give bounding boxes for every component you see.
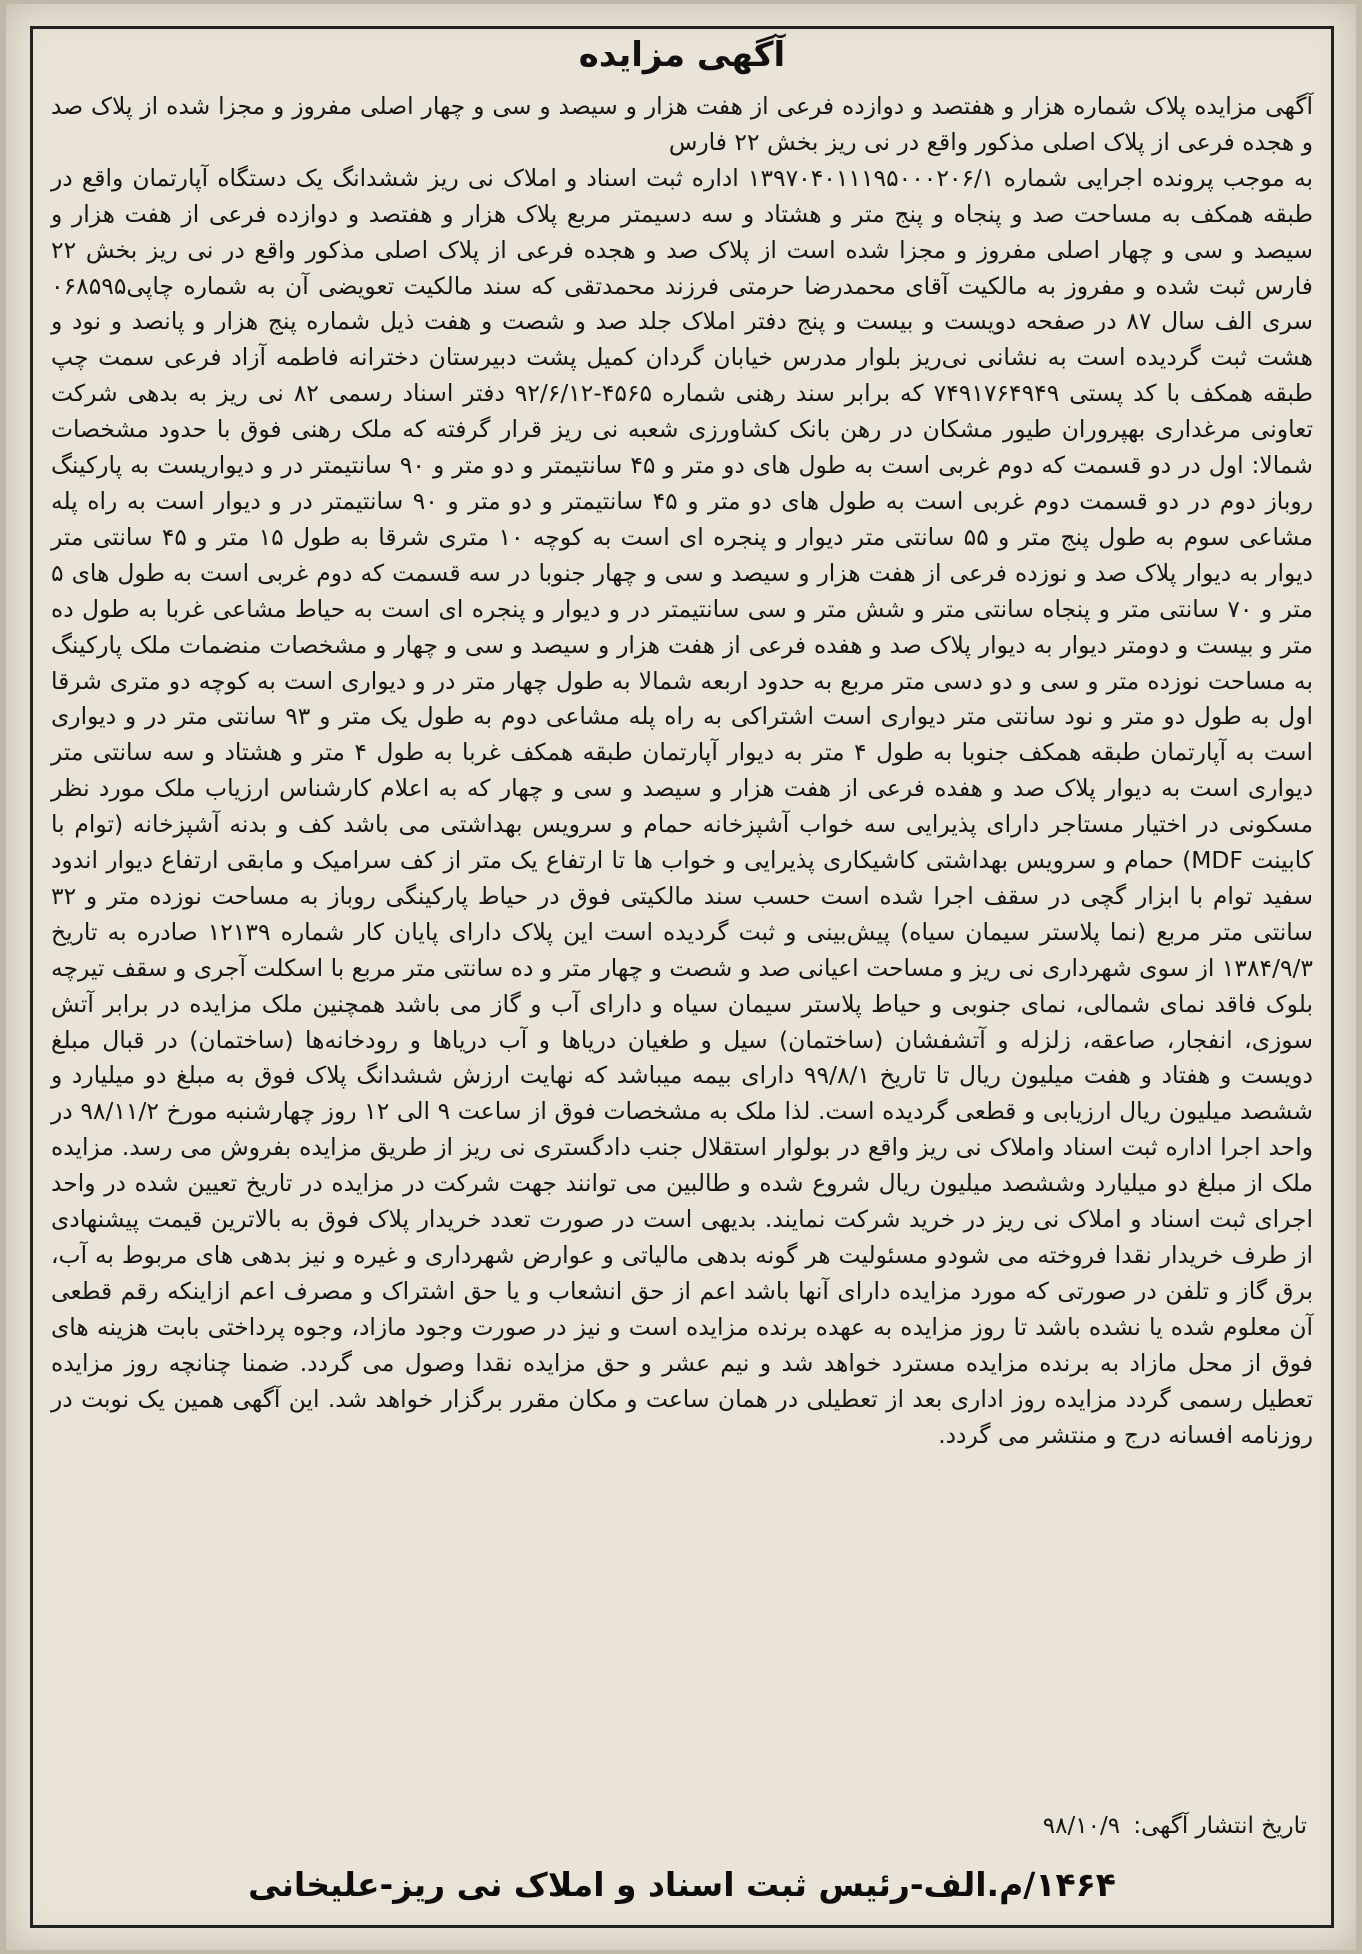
newspaper-page: [6, 4, 1356, 1950]
notice-signature: ۱۴۶۴/م.الف-رئیس ثبت اسناد و املاک نی ریز-علیخانی: [248, 1865, 1116, 1904]
publication-date-line: [51, 1813, 1313, 1839]
notice-title: آگهی مزایده: [578, 35, 786, 75]
notice-frame: [30, 26, 1334, 1928]
notice-body: [51, 89, 1313, 1453]
notice-subject-paragraph: آگهی مزایده پلاک شماره هزار و هفتصد و دوازده فرعی از هفت هزار و سیصد و سی و چهار اصلی مفروز و مجزا شده از پلاک صد و هجده فرعی از پلاک اصلی مذکور واقع در نی ریز بخش ۲۲ فارس: [51, 92, 1313, 156]
notice-main-paragraph: به موجب پرونده اجرایی شماره ۱۳۹۷۰۴۰۱۱۱۹۵۰۰۰۲۰۶/۱ اداره ثبت اسناد و املاک نی ریز ششدانگ یک دستگاه آپارتمان واقع در طبقه همکف به مساحت صد و پنجاه و پنج متر و هشتاد و سه دسیمتر مربع پلاک هزار و هفتصد و دوازده فرعی از هفت هزار و سیصد و سی و چهار اصلی مفروز و مجزا شده است از پلاک صد و هجده فرعی از پلاک اصلی مذکور واقع در نی ریز بخش ۲۲ فارس ثبت شده و مفروز به مالکیت آقای محمدرضا حرمتی فرزند محمدتقی که سند مالکیت تعویضی آن به شماره چاپی۰۶۸۵۹۵ سری الف سال ۸۷ در صفحه دویست و بیست و پنج دفتر املاک جلد صد و شصت و هفت ذیل شماره پنج هزار و پانصد و نود و هشت ثبت گردیده است به نشانی نی‌ریز بلوار مدرس خیابان گردان کمیل پشت دبیرستان دخترانه فاطمه آزاد فرعی سمت چپ طبقه همکف با کد پستی ۷۴۹۱۷۶۴۹۴۹ که برابر سند رهنی شماره ۴۵۶۵-۹۲/۶/۱۲ دفتر اسناد رسمی ۸۲ نی ریز به بدهی شرکت تعاونی مرغداری بهپروران طیور مشکان در رهن بانک کشاورزی شعبه نی ریز قرار گرفته که ملک رهنی فوق با حدود مشخصات شمالا: اول در دو قسمت که دوم غربی است به طول های دو متر و ۴۵ سانتیمتر و دو متر و ۹۰ سانتیمتر در و دیواریست به پارکینگ روباز دوم در دو قسمت دوم غربی است به طول های دو متر و ۴۵ سانتیمتر و دو متر و ۹۰ سانتیمتر در و دیوار است به راه پله مشاعی سوم به طول پنج متر و ۵۵ سانتی متر دیوار و پنجره ای است به کوچه ۱۰ متری شرقا به طول ۱۵ متر و ۴۵ سانتی متر دیوار به دیوار پلاک صد و نوزده فرعی از هفت هزار و سیصد و سی و چهار جنوبا در سه قسمت که دوم غربی است به طول های ۵ متر و ۷۰ سانتی متر و پنجاه سانتی متر و شش متر و سی سانتیمتر در و دیوار و پنجره ای است به حیاط مشاعی غربا به طول ده متر و بیست و دومتر دیوار به دیوار پلاک صد و هفده فرعی از هفت هزار و سیصد و سی و چهار و مشخصات منضمات ملک پارکینگ به مساحت نوزده متر و سی و دو دسی متر مربع به حدود اربعه شمالا به طول چهار متر در و دیواری است به کوچه دو متری شرقا اول به طول دو متر و نود سانتی متر دیواری است اشتراکی به راه پله مشاعی دوم به طول یک متر و ۹۳ سانتی متر در و دیواری است به آپارتمان طبقه همکف جنوبا به طول ۴ متر به دیوار آپارتمان طبقه همکف غربا به طول ۴ متر و هشتاد و سه سانتی متر دیواری است به دیوار پلاک صد و هفده فرعی از هفت هزار و سیصد و سی و چهار که به اعلام کارشناس ارزیاب ملک مورد نظر مسکونی در اختیار مستاجر دارای پذیرایی سه خواب آشپزخانه حمام و سرویس بهداشتی می باشد کف و بدنه آشپزخانه (توام با کابینت MDF) حمام و سرویس بهداشتی کاشیکاری پذیرایی و خواب ها تا ارتفاع یک متر از کف سرامیک و مابقی ارتفاع دیوار اندود سفید توام با ابزار گچی در سقف اجرا شده است حسب سند مالکیتی فوق در حیاط پارکینگی روباز به مساحت نوزده متر و ۳۲ سانتی متر مربع (نما پلاستر سیمان سیاه) پیش‌بینی و ثبت گردیده است این پلاک دارای پایان کار شماره ۱۲۱۳۹ صادره به تاریخ ۱۳۸۴/۹/۳ از سوی شهرداری نی ریز و مساحت اعیانی صد و شصت و چهار متر و ده سانتی متر مربع با اسکلت آجری و سقف تیرچه بلوک فاقد نمای شمالی، نمای جنوبی و حیاط پلاستر سیمان سیاه و دارای آب و گاز می باشد همچنین ملک مزایده در برابر آتش سوزی، انفجار، صاعقه، زلزله و آتشفشان (ساختمان) سیل و طغیان دریاها و آب دریاها و رودخانه‌ها (ساختمان) در قبال مبلغ دویست و هفتاد و هفت میلیون ریال تا تاریخ ۹۹/۸/۱ دارای بیمه میباشد که نهایت ارزش ششدانگ پلاک فوق به مبلغ دو میلیارد و ششصد میلیون ریال ارزیابی و قطعی گردیده است. لذا ملک به مشخصات فوق از ساعت ۹ الی ۱۲ روز چهارشنبه مورخ ۹۸/۱۱/۲ در واحد اجرا اداره ثبت اسناد واملاک نی ریز واقع در بولوار استقلال جنب دادگستری نی ریز از طریق مزایده بفروش می رسد. مزایده ملک از مبلغ دو میلیارد وششصد میلیون ریال شروع شده و طالبین می توانند جهت شرکت در مزایده در تاریخ تعیین شده در واحد اجرای ثبت اسناد و املاک نی ریز در خرید شرکت نمایند. بدیهی است در صورت تعدد خریدار پلاک فوق به بالاترین قیمت پیشنهادی از طرف خریدار نقدا فروخته می شودو مسئولیت هر گونه بدهی مالیاتی و عوارض شهرداری و غیره و نیز بدهی های مربوط به آب، برق گاز و تلفن در صورتی که مورد مزایده دارای آنها باشد اعم از حق انشعاب و یا حق اشتراک و مصرف اعم ازاینکه رقم قطعی آن معلوم شده یا نشده باشد تا روز مزایده به عهده برنده مزایده است و نیز در صورت وجود مازاد، وجوه پرداختی بابت هزینه های فوق از محل مازاد به برنده مزایده مسترد خواهد شد و نیم عشر و حق مزایده نقدا وصول می گردد. ضمنا چنانچه روز مزایده تعطیل رسمی گردد مزایده روز اداری بعد از تعطیلی در همان ساعت و مکان مقرر برگزار خواهد شد. این آگهی همین یک نوبت در روزنامه افسانه درج و منتشر می گردد.: [51, 163, 1313, 1449]
publication-date-value: ۹۸/۱۰/۹: [1042, 1813, 1121, 1839]
publication-date-label: تاریخ انتشار آگهی:: [1133, 1813, 1307, 1839]
